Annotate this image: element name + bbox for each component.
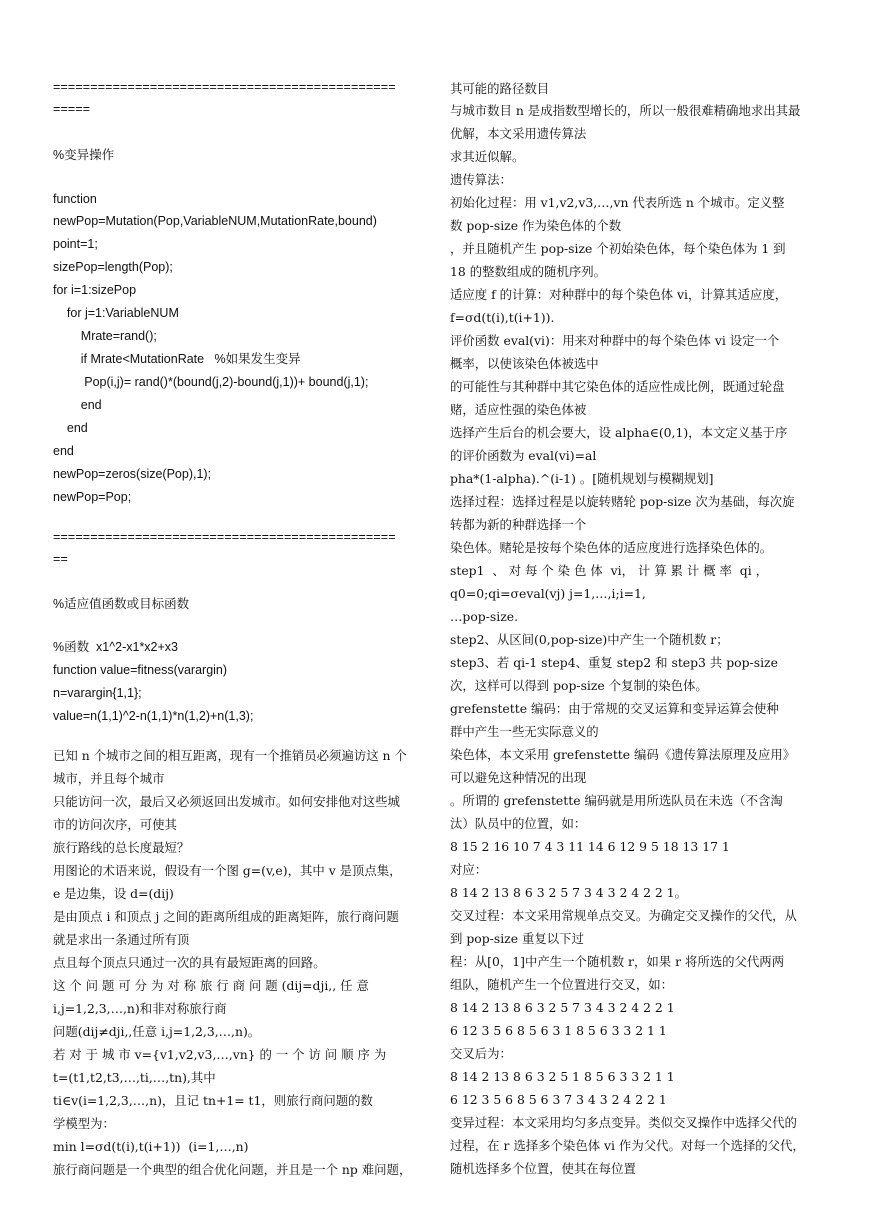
text-line: 转都为新的种群选择一个	[450, 517, 587, 532]
text-line: 旅行路线的总长度最短？	[53, 840, 190, 855]
text-line: 程：从[0，1]中产生一个随机数 r，如果 r 将所选的父代两两	[450, 954, 785, 969]
text-line: 遗传算法：	[450, 172, 512, 187]
code-line: point=1;	[53, 237, 98, 251]
text-line: pha*(1-alpha).^(i-1) 。[随机规划与模糊规划]	[450, 471, 714, 486]
separator-line: ==	[53, 552, 68, 566]
code-line: for j=1:VariableNUM	[53, 306, 179, 320]
text-line: 概率，以使该染色体被选中	[450, 356, 599, 371]
text-line: 适应度 f 的计算：对种群中的每个染色体 vi，计算其适应度，	[450, 287, 788, 302]
text-line: 问题(dij≠dji,,任意 i,j=1,2,3,…,n)。	[53, 1024, 261, 1039]
text-line: 点且每个顶点只通过一次的具有最短距离的回路。	[53, 955, 326, 970]
text-line: 是由顶点 i 和顶点 j 之间的距离所组成的距离矩阵，旅行商问题	[53, 909, 399, 924]
text-line: grefenstette 编码：由于常规的交叉运算和变异运算会使种	[450, 701, 779, 716]
text-line: 染色体，本文采用 grefenstette 编码《遗传算法原理及应用》	[450, 747, 796, 762]
text-line: 这 个 问 题 可 分 为 对 称 旅 行 商 问 题 (dij=dji,, 任 意	[53, 978, 369, 993]
text-line: q0=0;qi=σeval(vj) j=1,…,i;i=1,	[450, 586, 646, 601]
code-line: sizePop=length(Pop);	[53, 260, 173, 274]
text-line: ，并且随机产生 pop-size 个初始染色体，每个染色体为 1 到	[450, 241, 786, 256]
text-line: 汰）队员中的位置，如：	[450, 816, 587, 831]
text-line: 8 14 2 13 8 6 3 2 5 7 3 4 3 2 4 2 2 1。	[450, 885, 688, 900]
text-line: 的可能性与其种群中其它染色体的适应性成比例，既通过轮盘	[450, 379, 785, 394]
text-line: step2、从区间(0,pop-size)中产生一个随机数 r；	[450, 632, 729, 647]
text-line: 过程，在 r 选择多个染色体 vi 作为父代。对每一个选择的父代，	[450, 1138, 805, 1153]
text-line: 初始化过程：用 v1,v2,v3,…,vn 代表所选 n 个城市。定义整	[450, 195, 785, 210]
code-line: end	[53, 421, 88, 435]
code-line: if Mrate<MutationRate %如果发生变异	[53, 352, 301, 366]
text-line: 交叉过程：本文采用常规单点交叉。为确定交叉操作的父代，从	[450, 908, 797, 923]
text-line: 选择过程：选择过程是以旋转赌轮 pop-size 次为基础，每次旋	[450, 494, 795, 509]
text-line: …pop-size.	[450, 609, 519, 624]
code-line: newPop=Pop;	[53, 490, 132, 504]
text-line: 。所谓的 grefenstette 编码就是用所选队员在未选（不含淘	[450, 793, 783, 808]
text-line: step1 、 对 每 个 染 色 体 vi， 计 算 累 计 概 率 qi ，	[450, 563, 769, 578]
code-line: newPop=Mutation(Pop,VariableNUM,MutationRate,bound)	[53, 214, 377, 228]
code-line: for i=1:sizePop	[53, 283, 137, 297]
code-line: n=varargin{1,1};	[53, 686, 142, 700]
text-line: 就是求出一条通过所有顶	[53, 932, 190, 947]
text-line: 8 15 2 16 10 7 4 3 11 14 6 12 9 5 18 13 17 1	[450, 839, 730, 854]
text-line: 8 14 2 13 8 6 3 2 5 7 3 4 3 2 4 2 2 1	[450, 1000, 675, 1015]
text-line: 交叉后为：	[450, 1046, 512, 1061]
text-line: 其可能的路径数目	[450, 81, 550, 96]
text-line: step3、若 qi-1 step4、重复 step2 和 step3 共 pop-size	[450, 655, 778, 670]
text-line: 群中产生一些无实际意义的	[450, 724, 599, 739]
text-line: 染色体。赌轮是按每个染色体的适应度进行选择染色体的。	[450, 540, 773, 555]
text-line: 旅行商问题是一个典型的组合优化问题，并且是一个 np 难问题，	[53, 1162, 412, 1177]
text-line: 若 对 于 城 市 v={v1,v2,v3,…,vn} 的 一 个 访 问 顺 序 为	[53, 1047, 387, 1062]
code-line: value=n(1,1)^2-n(1,1)*n(1,2)+n(1,3);	[53, 709, 254, 723]
text-line: 只能访问一次，最后又必须返回出发城市。如何安排他对这些城	[53, 794, 400, 809]
text-line: 到 pop-size 重复以下过	[450, 931, 584, 946]
text-line: 已知 n 个城市之间的相互距离，现有一个推销员必须遍访这 n 个	[53, 748, 407, 763]
text-line: 变异过程：本文采用均匀多点变异。类似交叉操作中选择父代的	[450, 1115, 797, 1130]
separator-line: =====	[53, 102, 91, 116]
code-line: end	[53, 444, 74, 458]
text-line: 6 12 3 5 6 8 5 6 3 1 8 5 6 3 3 2 1 1	[450, 1023, 667, 1038]
text-line: i,j=1,2,3,…,n)和非对称旅行商	[53, 1001, 227, 1016]
text-line: 可以避免这种情况的出现	[450, 770, 587, 785]
code-line: end	[53, 398, 102, 412]
text-line: 18 的整数组成的随机序列。	[450, 264, 607, 279]
text-line: min l=σd(t(i),t(i+1)) (i=1,…,n)	[53, 1139, 249, 1154]
text-line: 与城市数目 n 是成指数型增长的，所以一般很难精确地求出其最	[450, 103, 801, 118]
text-line: 8 14 2 13 8 6 3 2 5 1 8 5 6 3 3 2 1 1	[450, 1069, 675, 1084]
code-line: %适应值函数或目标函数	[53, 597, 190, 611]
code-line: %变异操作	[53, 148, 115, 162]
text-line: 学模型为：	[53, 1116, 115, 1131]
text-line: 的评价函数为 eval(vi)=al	[450, 448, 597, 463]
separator-line: ==============================================	[53, 80, 396, 94]
text-line: 城市，并且每个城市	[53, 771, 165, 786]
text-line: 用图论的术语来说，假设有一个图 g=(v,e)，其中 v 是顶点集，	[53, 863, 402, 878]
text-line: 选择产生后台的机会要大，设 alpha∈(0,1)，本文定义基于序	[450, 425, 788, 440]
separator-line: ==============================================	[53, 530, 396, 544]
text-line: 随机选择多个位置，使其在每位置	[450, 1161, 636, 1176]
text-line: ti∈v(i=1,2,3,…,n)，且记 tn+1= t1，则旅行商问题的数	[53, 1093, 373, 1108]
code-line: function	[53, 192, 97, 206]
text-line: 市的访问次序，可使其	[53, 817, 177, 832]
code-line: %函数 x1^2-x1*x2+x3	[53, 640, 179, 654]
text-line: t=(t1,t2,t3,…,ti,…,tn),其中	[53, 1070, 216, 1085]
text-line: 赌，适应性强的染色体被	[450, 402, 587, 417]
text-line: 数 pop-size 作为染色体的个数	[450, 218, 622, 233]
code-line: Mrate=rand();	[53, 329, 157, 343]
code-line: Pop(i,j)= rand()*(bound(j,2)-bound(j,1))+ bound(j,1);	[53, 375, 369, 389]
text-line: 求其近似解。	[450, 149, 525, 164]
code-line: newPop=zeros(size(Pop),1);	[53, 467, 212, 481]
text-line: 6 12 3 5 6 8 5 6 3 7 3 4 3 2 4 2 2 1	[450, 1092, 667, 1107]
text-line: 次，这样可以得到 pop-size 个复制的染色体。	[450, 678, 708, 693]
text-line: 对应：	[450, 862, 488, 877]
text-line: 评价函数 eval(vi)：用来对种群中的每个染色体 vi 设定一个	[450, 333, 780, 348]
text-line: f=σd(t(i),t(i+1)).	[450, 310, 555, 325]
text-line: e 是边集，设 d=(dij)	[53, 886, 174, 901]
code-line: function value=fitness(varargin)	[53, 663, 228, 677]
text-line: 优解，本文采用遗传算法	[450, 126, 587, 141]
text-line: 组队，随机产生一个位置进行交叉，如：	[450, 977, 674, 992]
